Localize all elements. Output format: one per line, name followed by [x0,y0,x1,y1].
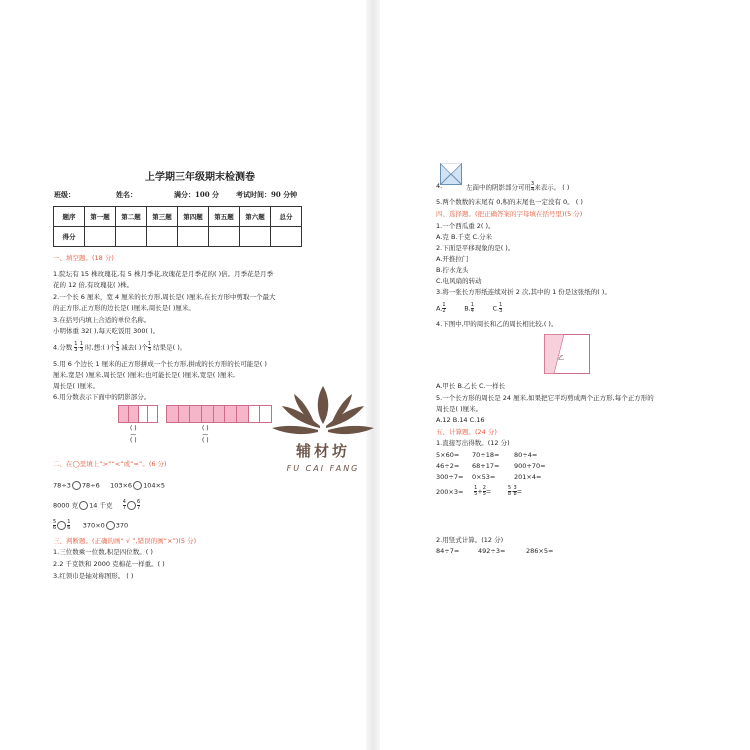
calc-row: 200×3= 1 5+ 2 5= 5 8- 3 8= [436,485,523,497]
compare-circle[interactable] [106,521,115,530]
judge-line: 1.三位数乘一位数,积是四位数。( ) [53,548,153,556]
fraction-bar-1 [118,405,158,423]
judge-line: 2.2 千克铁和 2000 克棉花一样重。( ) [53,560,165,568]
fraction: 1 5 [474,485,478,497]
compare-row: 8000 克 14 千克 4 7 6 7 [53,499,141,511]
page-gutter [366,0,380,750]
question-4-line: 4.分数 1 3- 1 3 时,想:( )个 1 3 减去( )个 1 3 结果是( )。 [53,341,187,353]
question-5-line: 厘米,宽是( )厘米,周长是( )厘米;也可能长是( )厘米,宽是( )厘米, [53,371,236,379]
question-3-line: 3.在括号内填上合适的单位名称。 [53,316,151,324]
score-header-cell: 总分 [271,207,302,227]
fraction: 1 3 [499,302,503,314]
fraction: 1 3 [74,341,78,353]
class-label: 班级： [54,190,75,199]
q4-text: 4.分数 [53,343,73,352]
score-cell[interactable] [147,227,178,247]
score-header-cell: 题序 [54,207,85,227]
fraction: 3 8 [513,485,517,497]
score-header-cell: 第一题 [85,207,116,227]
q4-text: 时,想:( )个 [85,343,116,352]
fraction: 3 4 [531,181,535,193]
fraction: 5 6 [53,519,57,531]
score-cell[interactable] [209,227,240,247]
question-3-line: 小明体重 32( ),每天吃饭用 300( )。 [53,327,160,335]
question-2-line: 2.一个长 6 厘米，宽 4 厘米的长方形,周长是( )厘米,在长方形中剪取一个最大 [53,293,276,301]
choice-5-line: 周长是( )厘米。 [436,405,483,413]
choice-2-line: 2.下面是平移现象的是( )。 [436,244,515,252]
choice-3-line: 3.将一张长方形纸连续对折 2 次,其中的 1 份是这张纸的( )。 [436,288,611,296]
watermark-brand: 辅材坊 [295,442,350,460]
choice-1-options: A.克 B.千克 C.分米 [436,233,493,241]
perimeter-figure [544,334,590,374]
score-header-cell: 第六题 [240,207,271,227]
calc-2-heading: 2.用竖式计算。(12 分) [436,536,504,544]
score-table-header-row [54,207,302,227]
score-table-score-row [54,227,302,247]
compare-circle[interactable] [72,481,81,490]
compare-circle[interactable] [127,501,136,510]
choice-2-option: B.拧水龙头 [436,266,469,274]
watermark-logo [268,378,378,498]
compare-row: 5 6 1 6 370×0 370 [53,519,129,531]
choice-2-option: C.电风扇的转动 [436,277,482,285]
right-page [384,0,724,750]
full-score: 满分：100 分 [174,190,220,199]
fraction: 1 2 [442,302,446,314]
q4-text: 结果是( )。 [153,343,187,352]
score-cell[interactable] [240,227,271,247]
fraction-bar-2 [166,405,272,423]
choice-1-line: 1.一个西瓜重 2( )。 [436,222,495,230]
fraction: 5 8 [507,485,512,497]
judge-4-line: 左面中的阴影部分可用 3 4来表示。 ( ) [466,181,570,193]
question-1-line: 1.院坛有 15 株玫瑰花,有 5 株月季花,玫瑰花是月季花的( )倍。月季花是月季 [53,270,274,278]
fraction: 1 3 [79,341,84,353]
score-table [53,206,302,247]
compare-circle[interactable] [133,481,142,490]
choice-5-line: 5.一个长方形的周长是 24 厘米,如果把它平均剪成两个正方形,每个正方形的 [436,394,654,402]
score-header-cell: 第二题 [116,207,147,227]
question-5-line: 周长是( )厘米。 [53,382,100,390]
section-5-heading: 五、计算题。(24 分) [436,428,497,436]
fraction: 4 7 [122,499,126,511]
question-2-line: 的正方形,正方形的边长是( )厘米,周长是( )厘米。 [53,304,195,312]
fraction: 6 7 [136,499,141,511]
calc-row: 84÷7= 492÷3= 286×5= [436,547,554,555]
calc-1-heading: 1.直接写出得数。(12 分) [436,439,510,447]
choice-5-options: A.12 B.14 C.16 [436,416,485,424]
question-6-line: 6.用分数表示下面中的阴影部分。 [53,393,151,401]
fraction: 1 3 [116,341,120,353]
figure-label: 乙 [558,355,565,362]
fraction: 1 3 [147,341,152,353]
fraction-blank: ( ) — ( ) [130,425,137,444]
compare-circle[interactable] [57,521,66,530]
score-header-cell: 第五题 [209,207,240,227]
shaded-square-figure [440,163,462,185]
fraction: 1 6 [67,519,71,531]
exam-title: 上学期三年级期末检测卷 [145,172,255,183]
q4-text: 减去( )个 [121,343,148,352]
score-row-label: 得分 [54,227,85,247]
choice-3-options: A. 1 2 B. 1 4 C. 1 3 [436,302,503,314]
left-page [40,0,360,750]
section-1-heading: 一、填空题。(18 分) [53,254,114,262]
choice-4-line: 4.下图中,甲的周长和乙的周长相比较,( )。 [436,320,558,328]
watermark-subtitle: FU CAI FANG [286,464,360,473]
score-cell[interactable] [85,227,116,247]
score-header-cell: 第三题 [147,207,178,227]
question-1-line: 花的 12 倍,有玫瑰花( )株。 [53,281,134,289]
choice-2-option: A.开推拉门 [436,255,469,263]
calc-row: 5×60= 70÷18= 80÷4= [436,451,538,459]
lotus-icon [268,378,378,442]
judge-line: 3.红领巾是轴对称图形。 ( ) [53,572,134,580]
score-cell[interactable] [116,227,147,247]
choice-4-options: A.甲长 B.乙长 C.一样长 [436,382,506,390]
score-cell[interactable] [271,227,302,247]
section-2-heading: 二、在◯里填上“>”“<”或“=”。(6 分) [53,460,167,468]
calc-row: 46÷2= 68+17= 900+70= [436,462,546,470]
judge-4-line: 4. [436,182,443,190]
calc-row: 300÷7= 0×53= 201×4= [436,473,542,481]
section-3-heading: 三、判断题。(正确的画“ √ ”,错误的画“×”)(5 分) [53,537,197,545]
section-4-heading: 四、选择题。(把正确答案的字母填在括号里)(5 分) [436,210,583,218]
compare-circle[interactable] [79,501,88,510]
question-5-line: 5.用 6 个边长 1 厘米的正方形拼成一个长方形,拼成的长方形的长可能是( ) [53,360,267,368]
fraction: 1 4 [470,302,474,314]
name-label: 姓名： [116,190,137,199]
judge-5-line: 5.两个数数的末尾有 0,积的末尾也一定没有 0。 ( ) [436,198,583,206]
fraction: 2 5 [482,485,486,497]
exam-time: 考试时间：90 分钟 [236,190,298,199]
score-header-cell: 第四题 [178,207,209,227]
fraction-blank: ( ) — ( ) [202,425,209,444]
score-cell[interactable] [178,227,209,247]
compare-row: 78÷3 78÷6 103×6 104×5 [53,481,166,490]
